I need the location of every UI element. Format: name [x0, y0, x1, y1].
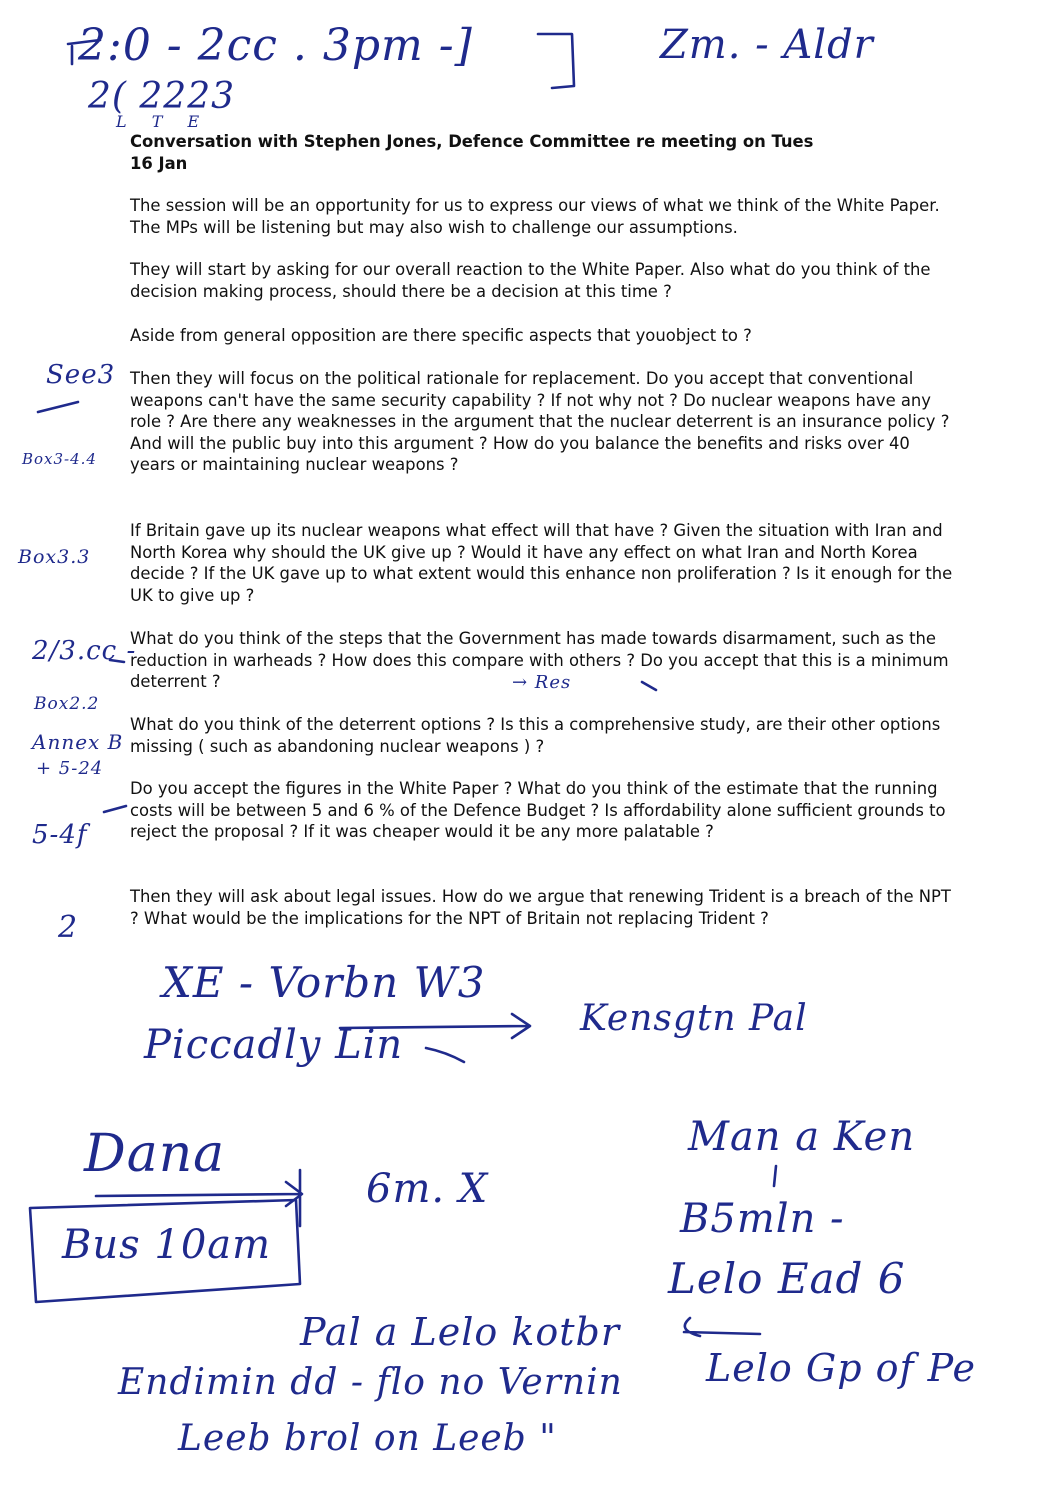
inline-dash [642, 682, 656, 690]
margin-note-5-4: 5-4f [32, 820, 88, 850]
margin-note-box2-2: Box2.2 [34, 694, 100, 714]
stroke-under-man-a-ken [774, 1166, 776, 1186]
bracket-right-stroke [538, 34, 574, 88]
margin-note-box3-3: Box3.3 [18, 546, 91, 568]
margin-note-box3-4: Box3-4.4 [22, 450, 97, 468]
margin-note-2: 2 [58, 910, 79, 945]
paragraph-7: What do you think of the deterrent options ? Is this a comprehensive study, are their other options missing ( such as abandoning nuclear weapons ) ? [130, 715, 941, 756]
margin-dash-2 [110, 660, 124, 662]
handwritten-phone-note: 2( 2223 [88, 76, 236, 117]
margin-dash-3 [104, 806, 126, 812]
bottom-note-man-a-ken: Man a Ken [688, 1114, 916, 1160]
bottom-note-lelo-gp: Lelo Gp of Pe [706, 1346, 976, 1390]
paragraph-2: They will start by asking for our overall reaction to the White Paper. Also what do you think of the decision making process, should there be a decision at this time ? [130, 260, 931, 301]
arrow-left-lelo [684, 1318, 760, 1336]
dash-under-piccadilly [426, 1048, 464, 1062]
bottom-note-dana: Dana [84, 1124, 226, 1184]
margin-note-5-24: + 5-24 [36, 758, 104, 779]
bottom-note-b5mln: B5mln - [680, 1196, 845, 1242]
bottom-note-bus: Bus 10am [62, 1222, 272, 1268]
bottom-note-6m: 6m. X [366, 1166, 489, 1212]
paragraph-9: Then they will ask about legal issues. How do we argue that renewing Trident is a breach of the NPT ? What would be the implications for the NPT of Britain not replacing Trident ? [130, 887, 951, 928]
handwritten-time-note: 2:0 - 2cc . 3pm -] [78, 20, 473, 71]
paragraph-4: Then they will focus on the political rationale for replacement. Do you accept that conventional weapons can't have the same security capability ? If not why not ? Do nuclear weapons have any role ? Are there any weaknesses in the argument that the nuclear deterrent is an insurance policy ? And will the public buy into this argument ? How do you balance the benefits and risks over 40 years or maintaining nuclear weapons ? [130, 369, 950, 475]
paragraph-5: If Britain gave up its nuclear weapons what effect will that have ? Given the situation with Iran and North Korea why should the UK give up ? Would it have any effect on what Iran and North Korea decide ? If the UK gave up to what extent would this enhance non proliferation ? Is it enough for the UK to give up ? [130, 521, 953, 605]
paragraph-8: Do you accept the figures in the White Paper ? What do you think of the estimate that the running costs will be between 5 and 6 % of the Defence Budget ? Is affordability alone sufficient grounds to reject the proposal ? If it was cheaper would it be any more palatable ? [130, 779, 946, 842]
title-line-2: 16 Jan [130, 153, 188, 173]
bottom-note-leeb: Leeb brol on Leeb " [178, 1418, 557, 1459]
margin-note-annex: Annex B [32, 730, 124, 754]
bottom-note-pal: Pal a Lelo kotbr [300, 1310, 620, 1354]
paragraph-1: The session will be an opportunity for us to express our views of what we think of the White Paper. The MPs will be listening but may also wish to challenge our assumptions. [130, 196, 940, 237]
arrow-to-kensington [340, 1014, 530, 1038]
bottom-note-endimin: Endimin dd - flo no Vernin [118, 1362, 623, 1403]
inline-note-res: → Res [512, 672, 572, 693]
bottom-note-kensington: Kensgtn Pal [580, 998, 808, 1039]
paragraph-6: What do you think of the steps that the Government has made towards disarmament, such as the reduction in warheads ? How does this compare with others ? Do you accept that this is a minimum deterrent ? [130, 629, 949, 692]
bottom-note-piccadilly: Piccadly Lin [144, 1022, 404, 1068]
bottom-note-xe: XE - Vorbn W3 [162, 958, 486, 1007]
box-bus-10am [30, 1200, 300, 1302]
margin-dash-1 [38, 402, 78, 412]
margin-note-see3: See3 [46, 360, 116, 390]
title-line-1: Conversation with Stephen Jones, Defence Committee re meeting on Tues [130, 132, 814, 151]
bracket-left-stroke [68, 40, 100, 64]
paragraph-3: Aside from general opposition are there specific aspects that youobject to ? [130, 326, 752, 345]
bottom-note-lelo-ead: Lelo Ead 6 [668, 1254, 906, 1303]
margin-note-2-3: 2/3.cc - [32, 636, 137, 666]
arrow-dana-to-6m [96, 1170, 302, 1226]
handwritten-top-right-note: Zm. - Aldr [660, 22, 874, 68]
handwritten-initials: L T E [116, 112, 210, 131]
